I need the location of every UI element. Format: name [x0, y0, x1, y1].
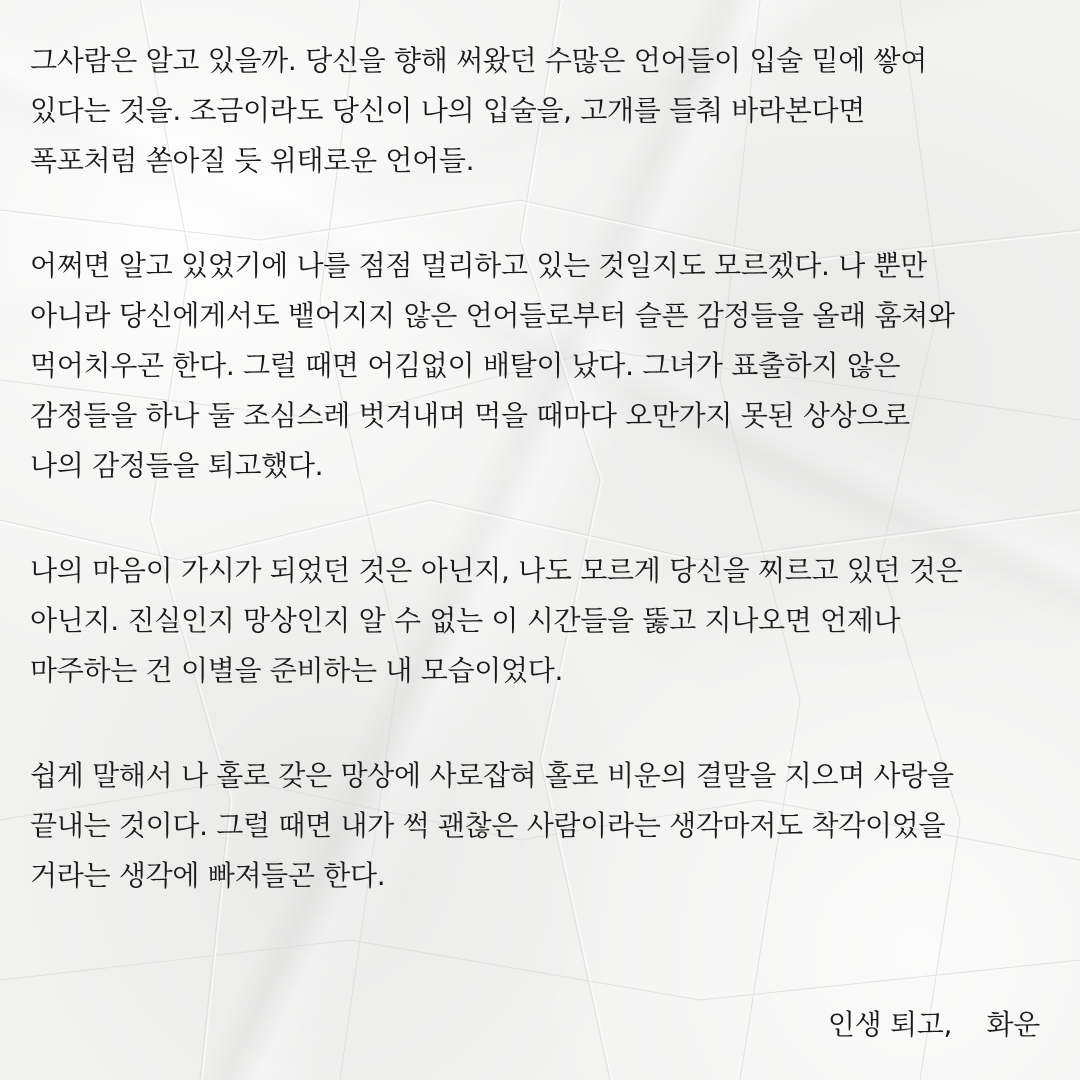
text-line: 먹어치우곤 한다. 그럴 때면 어김없이 배탈이 났다. 그녀가 표출하지 않은 [30, 349, 901, 382]
text-line: 거라는 생각에 빠져들곤 한다. [30, 859, 386, 892]
text-line: 어쩌면 알고 있었기에 나를 점점 멀리하고 있는 것일지도 모르겠다. 나 뿐만 [30, 249, 928, 282]
text-line: 감정들을 하나 둘 조심스레 벗겨내며 먹을 때마다 오만가지 못된 상상으로 [30, 399, 910, 432]
text-line: 그사람은 알고 있을까. 당신을 향해 써왔던 수많은 언어들이 입술 밑에 쌓여 [30, 44, 928, 77]
text-line: 마주하는 건 이별을 준비하는 내 모습이었다. [30, 654, 564, 687]
essay-body [30, 36, 1050, 956]
text-line: 나의 감정들을 퇴고했다. [30, 449, 324, 482]
text-line: 폭포처럼 쏟아질 듯 위태로운 언어들. [30, 144, 475, 177]
text-line: 아니라 당신에게서도 뱉어지지 않은 언어들로부터 슬픈 감정들을 올래 훔쳐와 [30, 299, 955, 332]
paragraph-4 [30, 751, 1050, 901]
text-line: 나의 마음이 가시가 되었던 것은 아닌지, 나도 모르게 당신을 찌르고 있던 것은 [30, 554, 963, 587]
paragraph-1 [30, 36, 1050, 186]
text-line: 아닌지. 진실인지 망상인지 알 수 없는 이 시간들을 뚫고 지나오면 언제나 [30, 604, 901, 637]
paragraph-3 [30, 546, 1050, 696]
paragraph-2 [30, 241, 1050, 491]
author-signature: 인생 퇴고, 화운 [827, 1008, 1040, 1041]
text-line: 쉽게 말해서 나 홀로 갖은 망상에 사로잡혀 홀로 비운의 결말을 지으며 사랑을 [30, 759, 954, 792]
text-line: 있다는 것을. 조금이라도 당신이 나의 입술을, 고개를 들춰 바라본다면 [30, 94, 865, 127]
text-line: 끝내는 것이다. 그럴 때면 내가 썩 괜찮은 사람이라는 생각마저도 착각이었을 [30, 809, 946, 842]
